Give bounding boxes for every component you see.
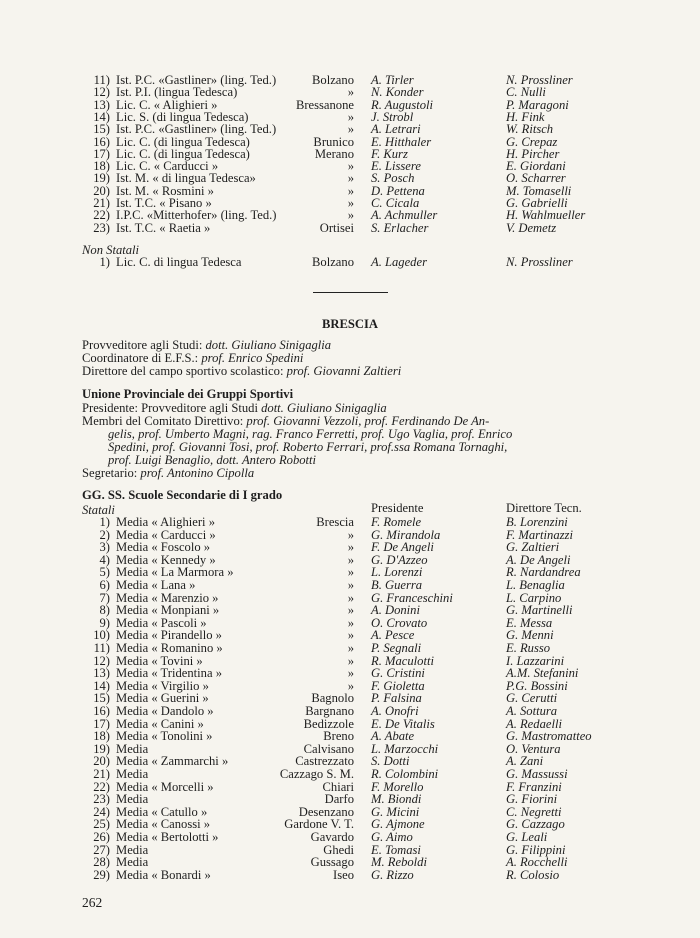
president: E. De Vitalis: [371, 716, 435, 731]
director: G. Crepaz: [506, 134, 558, 149]
row-number: 20): [93, 183, 110, 198]
director: A.M. Stefanini: [506, 666, 579, 681]
row-number: 28): [93, 855, 110, 870]
row-number: 13): [93, 666, 110, 681]
director: E. Giordani: [506, 159, 566, 174]
city: »: [347, 196, 354, 210]
director: A. Rocchelli: [506, 855, 568, 870]
school-name: Media « Bertolotti »: [116, 830, 219, 844]
row-number: 20): [93, 754, 110, 769]
city: Brescia: [316, 515, 354, 529]
president: P. Segnali: [371, 641, 422, 655]
director: C. Negretti: [506, 804, 562, 819]
city: »: [347, 540, 354, 555]
director: L. Carpino: [506, 590, 562, 605]
segretario-value: prof. Antonino Cipolla: [140, 466, 255, 480]
director: R. Nardandrea: [506, 565, 581, 580]
school-name: Lic. C. « Carducci »: [116, 159, 219, 174]
president: E. Tomasi: [371, 842, 421, 857]
city: Castrezzato: [295, 754, 354, 769]
director: O. Ventura: [506, 741, 561, 756]
school-name: Lic. C. (di lingua Tedesca): [116, 146, 250, 161]
row-number: 26): [93, 830, 110, 844]
row-number: 21): [93, 196, 110, 210]
school-name: Media « Tridentina »: [116, 666, 222, 681]
school-name: Lic. C. (di lingua Tedesca): [116, 134, 250, 149]
school-name: Ist. M. « di lingua Tedesca»: [116, 171, 256, 186]
city: Gussago: [310, 855, 354, 870]
president: F. Kurz: [371, 146, 408, 161]
president: L. Lorenzi: [371, 565, 423, 580]
school-name: Media « Romanino »: [116, 641, 223, 655]
non-statali-row: [0, 256, 700, 269]
city: »: [347, 552, 354, 567]
president: F. Morello: [371, 779, 424, 794]
row-number: 10): [93, 628, 110, 643]
school-name: Lic. C. « Alighieri »: [116, 97, 218, 112]
president: S. Erlacher: [371, 220, 429, 235]
director: L. Benaglia: [506, 578, 565, 592]
row-number: 17): [93, 146, 110, 161]
city: »: [347, 109, 354, 124]
coordinatore-label: Coordinatore di E.F.S.:: [82, 351, 199, 365]
presidente-label: Presidente: Provveditore agli Studi: [82, 401, 258, 415]
row-number: 1): [99, 515, 110, 529]
director: C. Nulli: [506, 85, 546, 100]
president: M. Reboldi: [371, 855, 427, 870]
city: »: [347, 641, 354, 655]
president: E. Lissere: [371, 159, 421, 174]
president: A. Tirler: [371, 73, 414, 87]
city: »: [347, 678, 354, 693]
city: »: [347, 653, 354, 668]
school-name: Media: [116, 855, 149, 870]
president: F. De Angeli: [371, 540, 434, 555]
provveditore-label: Provveditore agli Studi:: [82, 338, 203, 352]
president: J. Strobl: [371, 109, 414, 124]
row-number: 4): [99, 552, 110, 567]
row-number: 11): [93, 641, 110, 655]
school-name: Media « Lana »: [116, 578, 196, 592]
city: »: [347, 628, 354, 643]
city: »: [347, 122, 354, 137]
president: G. Franceschini: [371, 590, 453, 605]
director: A. Sottura: [506, 704, 558, 718]
city: Bolzano: [312, 73, 354, 87]
column-header-presidente: Presidente: [371, 501, 424, 515]
non-statali-label: Non Statali: [82, 243, 140, 257]
city: Gardone V. T.: [284, 817, 354, 832]
president: A. Donini: [371, 603, 420, 618]
director: I. Lazzarini: [506, 653, 565, 668]
segretario-label: Segretario:: [82, 466, 138, 480]
row-number: 23): [93, 220, 110, 235]
city: Iseo: [333, 867, 354, 882]
city: »: [347, 183, 354, 198]
school-name: Media « Morcelli »: [116, 779, 214, 794]
school-name: Media: [116, 792, 149, 807]
president: F. Romele: [371, 515, 422, 529]
city: Bedizzole: [303, 716, 354, 731]
director: G. Gabrielli: [506, 196, 568, 210]
row-number: 23): [93, 792, 110, 807]
row-number: 5): [99, 565, 110, 580]
row-number: 17): [93, 716, 110, 731]
coordinatore-value: prof. Enrico Spedini: [201, 351, 304, 365]
president: M. Biondi: [371, 792, 422, 807]
president: G. D'Azzeo: [371, 552, 428, 567]
table-row: [0, 222, 700, 235]
city: Desenzano: [298, 804, 354, 819]
president: G. Micini: [371, 804, 420, 819]
school-name: Media « Guerini »: [116, 691, 209, 706]
city: »: [347, 527, 354, 542]
school-name: Media: [116, 767, 149, 781]
city: Bagnolo: [311, 691, 354, 706]
school-name: Media: [116, 741, 149, 756]
president: A. Abate: [371, 729, 415, 744]
row-number: 22): [93, 779, 110, 794]
director: G. Massussi: [506, 767, 568, 781]
row-number: 12): [93, 85, 110, 100]
director: A. Zani: [506, 754, 544, 769]
city: Bressanone: [295, 97, 354, 112]
director: A. De Angeli: [506, 552, 571, 567]
president: G. Rizzo: [371, 867, 414, 882]
school-name: Media « Virgilio »: [116, 678, 209, 693]
school-name: Media « Canossi »: [116, 817, 211, 832]
city: »: [347, 208, 354, 223]
director: H. Wahlmueller: [506, 208, 586, 223]
city: Bolzano: [312, 255, 354, 269]
school-name: Ist. M. « Rosmini »: [116, 183, 214, 198]
row-number: 1): [99, 255, 110, 269]
school-name: Media « La Marmora »: [116, 565, 234, 580]
school-name: Ist. T.C. « Raetia »: [116, 220, 211, 235]
school-name: Media « Monpiani »: [116, 603, 220, 618]
president: G. Cristini: [371, 666, 425, 681]
president: A. Onofri: [371, 704, 419, 718]
school-name: Ist. P.C. «Gastliner» (ling. Ted.): [116, 122, 277, 137]
school-name: Media « Foscolo »: [116, 540, 211, 555]
row-number: 22): [93, 208, 110, 223]
president: R. Augustoli: [371, 97, 434, 112]
row-number: 25): [93, 817, 110, 832]
city: Chiari: [322, 779, 354, 794]
provveditore-value: dott. Giuliano Sinigaglia: [205, 338, 332, 352]
president: A. Lageder: [371, 255, 427, 269]
school-name: I.P.C. «Mitterhofer» (ling. Ted.): [116, 208, 277, 223]
row-number: 21): [93, 767, 110, 781]
row-number: 8): [99, 603, 110, 618]
row-number: 11): [93, 73, 110, 87]
director: G. Filippini: [506, 842, 566, 857]
city: »: [347, 159, 354, 174]
president: G. Ajmone: [371, 817, 425, 832]
director: F. Franzini: [506, 779, 562, 794]
city: »: [347, 666, 354, 681]
director: G. Fiorini: [506, 792, 558, 807]
president: G. Aimo: [371, 830, 413, 844]
president: A. Letrari: [371, 122, 421, 137]
school-name: Media « Kennedy »: [116, 552, 216, 567]
row-number: 2): [99, 527, 110, 542]
row-number: 19): [93, 171, 110, 186]
president: F. Gioletta: [371, 678, 425, 693]
city: »: [347, 603, 354, 618]
president: P. Falsina: [371, 691, 422, 706]
city: »: [347, 171, 354, 186]
row-number: 19): [93, 741, 110, 756]
president: N. Konder: [371, 85, 424, 100]
school-name: Media « Zammarchi »: [116, 754, 229, 769]
city: Bargnano: [305, 704, 354, 718]
school-name: Ist. P.C. «Gastliner» (ling. Ted.): [116, 73, 277, 87]
city: »: [347, 615, 354, 630]
direttore-campo-value: prof. Giovanni Zaltieri: [286, 364, 402, 378]
section-title: BRESCIA: [322, 317, 378, 331]
director: O. Scharrer: [506, 171, 566, 186]
director: G. Zaltieri: [506, 540, 560, 555]
director: W. Ritsch: [506, 122, 554, 137]
director: N. Prossliner: [506, 255, 573, 269]
row-number: 24): [93, 804, 110, 819]
city: »: [347, 590, 354, 605]
direttore-campo-label: Direttore del campo sportivo scolastico:: [82, 364, 284, 378]
president: G. Mirandola: [371, 527, 441, 542]
row-number: 14): [93, 678, 110, 693]
director: G. Cerutti: [506, 691, 558, 706]
director: E. Russo: [506, 641, 551, 655]
director: P.G. Bossini: [506, 678, 568, 693]
row-number: 7): [99, 590, 110, 605]
president: S. Posch: [371, 171, 415, 186]
president: A. Achmuller: [371, 208, 438, 223]
director: G. Leali: [506, 830, 548, 844]
row-number: 3): [99, 540, 110, 555]
president: O. Crovato: [371, 615, 428, 630]
school-name: Media « Catullo »: [116, 804, 208, 819]
school-name: Lic. C. di lingua Tedesca: [116, 255, 242, 269]
city: Calvisano: [303, 741, 354, 756]
school-name: Media « Tonolini »: [116, 729, 213, 744]
row-number: 12): [93, 653, 110, 668]
city: Ortisei: [319, 220, 354, 235]
director: E. Messa: [506, 615, 553, 630]
school-name: Media « Canini »: [116, 716, 204, 731]
director: V. Demetz: [506, 220, 557, 235]
director: R. Colosio: [506, 867, 560, 882]
president: R. Colombini: [371, 767, 439, 781]
school-name: Media « Bonardi »: [116, 867, 211, 882]
city: »: [347, 85, 354, 100]
row-number: 9): [99, 615, 110, 630]
row-number: 15): [93, 691, 110, 706]
statali-label: Statali: [82, 503, 115, 517]
director: N. Prossliner: [506, 73, 573, 87]
city: Darfo: [324, 792, 354, 807]
director: F. Martinazzi: [506, 527, 573, 542]
city: Merano: [314, 146, 354, 161]
director: G. Mastromatteo: [506, 729, 592, 744]
row-number: 16): [93, 134, 110, 149]
director: P. Maragoni: [506, 97, 569, 112]
gg-title: GG. SS. Scuole Secondarie di I grado: [82, 488, 283, 502]
row-number: 15): [93, 122, 110, 137]
row-number: 6): [99, 578, 110, 592]
city: »: [347, 565, 354, 580]
segretario-line: [82, 467, 254, 480]
city: Cazzago S. M.: [279, 767, 354, 781]
school-name: Lic. S. (di lingua Tedesca): [116, 109, 249, 124]
city: »: [347, 578, 354, 592]
school-name: Media « Tovini »: [116, 653, 203, 668]
page-number: 262: [82, 895, 103, 910]
director: G. Cazzago: [506, 817, 565, 832]
school-name: Media « Pirandello »: [116, 628, 222, 643]
row-number: 27): [93, 842, 110, 857]
membri-line-3: Spedini, prof. Giovanni Tosi, prof. Roberto Ferrari, prof.ssa Romana Tornaghi,: [108, 440, 508, 454]
president: B. Guerra: [371, 578, 423, 592]
row-number: 18): [93, 159, 110, 174]
city: Breno: [323, 729, 354, 744]
director: H. Pircher: [506, 146, 560, 161]
row-number: 14): [93, 109, 110, 124]
section-divider: [313, 292, 388, 293]
school-name: Ist. P.I. (lingua Tedesca): [116, 85, 238, 100]
director: M. Tomaselli: [506, 183, 572, 198]
direttore-campo-line: [82, 365, 401, 378]
director: A. Redaelli: [506, 716, 562, 731]
membri-label: Membri del Comitato Direttivo:: [82, 414, 244, 428]
column-header-direttore: Direttore Tecn.: [506, 501, 582, 515]
school-name: Media « Alighieri »: [116, 515, 215, 529]
president: E. Hitthaler: [371, 134, 432, 149]
president: C. Cicala: [371, 196, 420, 210]
director: G. Martinelli: [506, 603, 573, 618]
city: Brunico: [313, 134, 354, 149]
membri-text-1: prof. Giovanni Vezzoli, prof. Ferdinando De An-: [246, 414, 490, 428]
school-name: Media « Carducci »: [116, 527, 216, 542]
school-name: Ist. T.C. « Pisano »: [116, 196, 212, 210]
row-number: 18): [93, 729, 110, 744]
school-name: Media « Pascoli »: [116, 615, 207, 630]
school-name: Media « Dandolo »: [116, 704, 214, 718]
director: H. Fink: [506, 109, 545, 124]
school-name: Media « Marenzio »: [116, 590, 219, 605]
president: D. Pettena: [371, 183, 425, 198]
president: A. Pesce: [371, 628, 415, 643]
city: Ghedi: [323, 842, 354, 857]
school-name: Media: [116, 842, 149, 857]
director: G. Menni: [506, 628, 554, 643]
president: L. Marzocchi: [371, 741, 439, 756]
membri-line-4: prof. Luigi Benaglio, dott. Antero Robotti: [108, 453, 317, 467]
row-number: 16): [93, 704, 110, 718]
row-number: 13): [93, 97, 110, 112]
unione-title: Unione Provinciale dei Gruppi Sportivi: [82, 387, 294, 401]
city: Gavardo: [310, 830, 354, 844]
president: R. Maculotti: [371, 653, 434, 668]
row-number: 29): [93, 867, 110, 882]
membri-line-2: gelis, prof. Umberto Magni, rag. Franco Ferretti, prof. Ugo Vaglia, prof. Enrico: [108, 427, 513, 441]
director: B. Lorenzini: [506, 515, 568, 529]
president: S. Dotti: [371, 754, 410, 769]
presidente-value: dott. Giuliano Sinigaglia: [261, 401, 387, 415]
table-row: [0, 869, 700, 882]
